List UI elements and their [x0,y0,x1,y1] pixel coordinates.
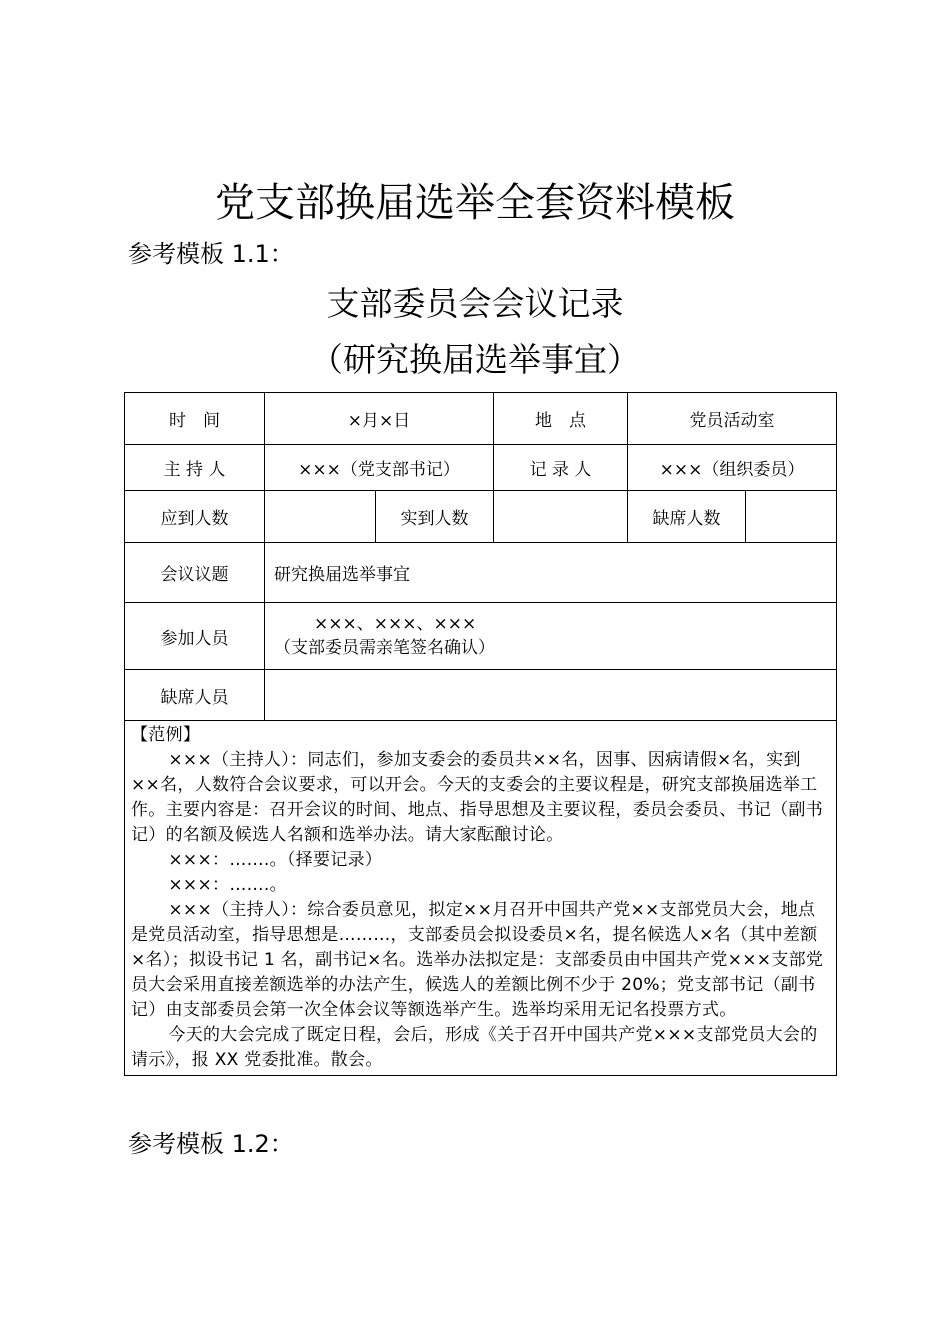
host-label: 主 持 人 [125,445,265,491]
ref-label-1-2: 参考模板 1.2： [128,1130,294,1158]
meeting-record-table [124,392,837,1076]
document-title: 党支部换届选举全套资料模板 [215,180,735,226]
subtitle-line2: （研究换届选举事宜） [310,340,640,379]
table-row [125,603,837,670]
example-paragraph: 今天的大会完成了既定日程，会后，形成《关于召开中国共产党×××支部党员大会的请示》，报 XX 党委批准。散会。 [131,1025,818,1070]
example-heading: 【范例】 [131,725,201,745]
attendees-label: 参加人员 [125,603,265,670]
example-paragraph: ×××（主持人）：同志们，参加支委会的委员共××名，因事、因病请假×名，实到××名，人数符合会议要求，可以开会。今天的支委会的主要议程是，研究支部换届选举工作。主要内容是：召开会议的时间、地点、指导思想及主要议程，委员会委员、书记（副书记）的名额及候选人名额和选举办法。请大家酝酿讨论。 [131,750,823,845]
table-row [125,393,837,445]
place-value: 党员活动室 [628,393,837,445]
attendees-note: （支部委员需亲笔签名确认） [274,638,495,658]
time-label: 时 间 [125,393,265,445]
host-value: ×××（党支部书记） [265,445,494,491]
expected-count-value[interactable] [265,491,376,543]
absentees-value[interactable] [265,670,837,721]
attendees-cell [265,603,837,670]
attendees-names: ×××、×××、××× [314,614,477,634]
time-value: ×月×日 [265,393,494,445]
expected-count-label: 应到人数 [125,491,265,543]
recorder-value: ×××（组织委员） [628,445,837,491]
table-row [125,670,837,721]
example-paragraph: ×××：…….。 [168,875,287,895]
table-row [125,721,837,1076]
table-row [125,445,837,491]
absent-count-value[interactable] [746,491,837,543]
place-label: 地 点 [494,393,628,445]
absentees-label: 缺席人员 [125,670,265,721]
actual-count-label: 实到人数 [376,491,494,543]
actual-count-value[interactable] [494,491,628,543]
example-paragraph: ×××：…….。（择要记录） [168,850,383,870]
table-row [125,491,837,543]
table-row [125,543,837,603]
absent-count-label: 缺席人数 [628,491,746,543]
example-section [125,721,837,1076]
topic-label: 会议议题 [125,543,265,603]
topic-value: 研究换届选举事宜 [265,543,837,603]
subtitle-line1: 支部委员会会议记录 [326,284,624,323]
example-paragraph: ×××（主持人）：综合委员意见，拟定××月召开中国共产党××支部党员大会，地点是党员活动室，指导思想是………，支部委员会拟设委员×名，提名候选人×名（其中差额×名）；拟设书记 1 名，副书记×名。选举办法拟定是：支部委员由中国共产党×××支部党员大会采用直接差额选举的办法产生，候选人的差额比例不少于 20%；党支部书记（副书记）由支部委员会第一次全体会议等额选举产生。选举均采用无记名投票方式。 [131,900,824,1020]
ref-label-1-1: 参考模板 1.1： [128,240,294,268]
recorder-label: 记 录 人 [494,445,628,491]
